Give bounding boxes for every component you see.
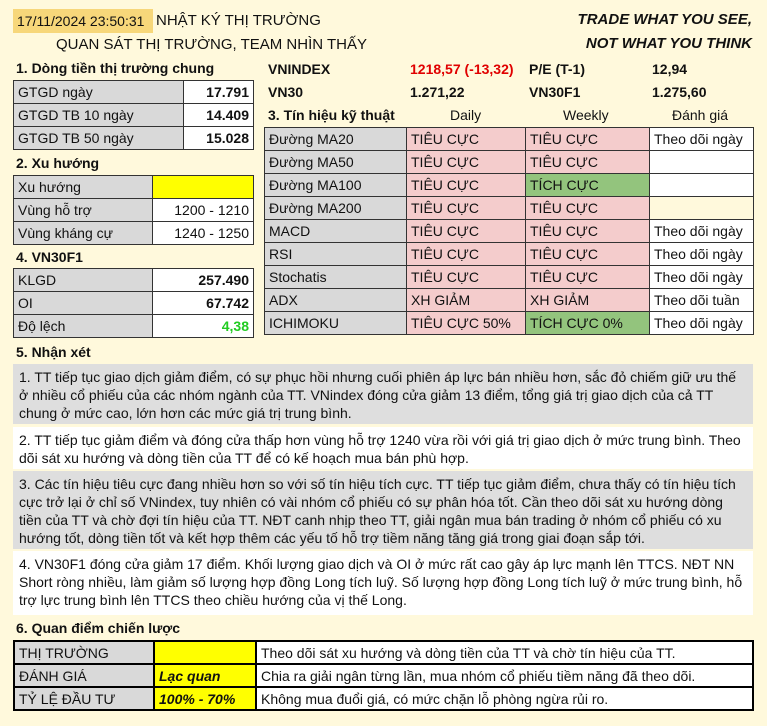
signal-eval <box>650 197 754 220</box>
signal-eval: Theo dõi ngày <box>650 312 754 335</box>
signal-weekly: TIÊU CỰC <box>526 220 650 243</box>
vn30-label: VN30 <box>268 84 304 100</box>
row-label: GTGD TB 50 ngày <box>14 127 184 150</box>
row-value: 257.490 <box>153 269 254 292</box>
signal-eval <box>650 151 754 174</box>
section1-title: 1. Dòng tiền thị trường chung <box>16 60 215 76</box>
note-4: 4. VN30F1 đóng cửa giảm 17 điểm. Khối lượng giao dịch và OI ở mức rất cao gây áp lực mạnh lên TTCS. NĐT NN Short ròng nhiều, làm giảm số lượng hợp đồng Long tích luỹ. Số lượng hợp đồng Long tích luỹ ở mức trung bình, hỗ trợ lực trung bình lên TTCS theo chiều hướng của vị thế Long. <box>13 551 753 615</box>
row-label: Vùng hỗ trợ <box>14 199 153 222</box>
table-row <box>14 176 254 199</box>
cashflow-table <box>13 80 254 150</box>
row-value: 14.409 <box>183 104 253 127</box>
signal-weekly: TIÊU CỰC <box>526 197 650 220</box>
signal-daily: TIÊU CỰC <box>407 128 526 151</box>
deviation-value: 4,38 <box>153 315 254 338</box>
row-label: GTGD ngày <box>14 81 184 104</box>
vnindex-label: VNINDEX <box>268 61 331 77</box>
row-label: Xu hướng <box>14 176 153 199</box>
vn30f1-table <box>13 268 254 338</box>
table-row <box>265 128 754 151</box>
signal-name: ADX <box>265 289 407 312</box>
signal-daily: TIÊU CỰC <box>407 197 526 220</box>
signal-eval: Theo dõi tuần <box>650 289 754 312</box>
strategy-table <box>13 640 754 711</box>
section4-title: 4. VN30F1 <box>16 249 83 265</box>
pe-label: P/E (T-1) <box>529 61 586 77</box>
section3-title: 3. Tín hiệu kỹ thuật <box>268 107 395 123</box>
trend-table <box>13 175 254 245</box>
resistance-zone: 1240 - 1250 <box>153 222 254 245</box>
table-row <box>14 104 254 127</box>
signal-weekly: TÍCH CỰC <box>526 174 650 197</box>
table-row <box>14 687 753 710</box>
signal-name: Đường MA20 <box>265 128 407 151</box>
table-row <box>14 81 254 104</box>
vnindex-value: 1218,57 (-13,32) <box>410 61 514 77</box>
table-row <box>14 127 254 150</box>
section2-title: 2. Xu hướng <box>16 155 100 171</box>
support-zone: 1200 - 1210 <box>153 199 254 222</box>
signal-daily: TIÊU CỰC <box>407 266 526 289</box>
signal-weekly: XH GIẢM <box>526 289 650 312</box>
trend-indicator <box>153 176 254 199</box>
table-row <box>14 292 254 315</box>
signal-daily: TIÊU CỰC <box>407 243 526 266</box>
signal-eval: Theo dõi ngày <box>650 128 754 151</box>
signal-daily: TIÊU CỰC <box>407 151 526 174</box>
table-row <box>14 641 753 664</box>
table-row <box>14 315 254 338</box>
table-row <box>265 266 754 289</box>
signal-name: RSI <box>265 243 407 266</box>
note-2: 2. TT tiếp tục giảm điểm và đóng cửa thấp hơn vùng hỗ trợ 1240 vừa rồi với giá trị giao dịch ở mức trung bình. Theo dõi sát xu hướng và dòng tiền của TT để có kế hoạch mua bán phù hợp. <box>13 427 753 469</box>
strategy-text: Chia ra giải ngân từng lần, mua nhóm cổ phiếu tiềm năng đã theo dõi. <box>256 664 753 687</box>
table-row <box>265 289 754 312</box>
strategy-text: Theo dõi sát xu hướng và dòng tiền của TT và chờ tín hiệu của TT. <box>256 641 753 664</box>
signal-eval: Theo dõi ngày <box>650 243 754 266</box>
slogan-line-1: TRADE WHAT YOU SEE, <box>577 11 752 28</box>
signal-daily: TIÊU CỰC <box>407 174 526 197</box>
table-row <box>14 199 254 222</box>
strategy-text: Không mua đuổi giá, có mức chặn lỗ phòng ngừa rủi ro. <box>256 687 753 710</box>
vn30f1-label: VN30F1 <box>529 84 581 100</box>
strategy-label: ĐÁNH GIÁ <box>14 664 154 687</box>
signal-weekly: TÍCH CỰC 0% <box>526 312 650 335</box>
note-3: 3. Các tín hiệu tiêu cực đang nhiều hơn so với số tín hiệu tích cực. TT tiếp tục giảm điểm, chưa thấy có tín hiệu tích cực trở lại ở chỉ số VNindex, tuy nhiên có vài nhóm cổ phiếu có sự phân hóa tốt. Cần theo dõi sát xu hướng dòng tiền của TT và chờ đợi tín hiệu của TT. NĐT canh nhịp theo TT, giải ngân mua bán trading ở nhóm cổ phiếu có xu hướng tốt, dòng tiền tốt và kết hợp thêm các yếu tố hỗ trợ tiềm năng tăng giá trong giai đoạn sắp tới. <box>13 471 753 549</box>
page-title: NHẬT KÝ THỊ TRƯỜNG <box>156 12 321 29</box>
note-1: 1. TT tiếp tục giao dịch giảm điểm, có sự phục hồi nhưng cuối phiên áp lực bán nhiều hơn, sắc đỏ chiếm giữ ưu thế ở nhiều cổ phiếu của các nhóm ngành của TT. VNindex đóng cửa giảm 13 điểm, tổng giá trị giao dịch của cả TT chung ở mức cao, lớn hơn các mức giá trị trung bình. <box>13 364 753 424</box>
signal-name: Đường MA100 <box>265 174 407 197</box>
section5-title: 5. Nhận xét <box>16 344 91 360</box>
signals-table <box>264 127 754 335</box>
datetime-label: 17/11/2024 23:50:31 <box>13 9 153 33</box>
slogan-line-2: NOT WHAT YOU THINK <box>585 35 752 52</box>
row-value: 15.028 <box>183 127 253 150</box>
pe-value: 12,94 <box>652 61 688 77</box>
col-daily-header: Daily <box>450 107 482 123</box>
row-label: GTGD TB 10 ngày <box>14 104 184 127</box>
table-row <box>14 269 254 292</box>
table-row <box>265 197 754 220</box>
table-row <box>265 220 754 243</box>
vn30f1-value: 1.275,60 <box>652 84 707 100</box>
col-weekly-header: Weekly <box>563 107 609 123</box>
strategy-label: THỊ TRƯỜNG <box>14 641 154 664</box>
signal-weekly: TIÊU CỰC <box>526 151 650 174</box>
signal-name: Stochatis <box>265 266 407 289</box>
table-row <box>265 174 754 197</box>
strategy-value: Lạc quan <box>154 664 256 687</box>
table-row <box>265 243 754 266</box>
row-value: 67.742 <box>153 292 254 315</box>
row-label: KLGD <box>14 269 153 292</box>
row-label: OI <box>14 292 153 315</box>
row-label: Độ lệch <box>14 315 153 338</box>
signal-eval: Theo dõi ngày <box>650 266 754 289</box>
signal-name: Đường MA50 <box>265 151 407 174</box>
table-row <box>265 151 754 174</box>
signal-name: Đường MA200 <box>265 197 407 220</box>
signal-name: MACD <box>265 220 407 243</box>
vn30-value: 1.271,22 <box>410 84 465 100</box>
signal-weekly: TIÊU CỰC <box>526 266 650 289</box>
signal-daily: TIÊU CỰC 50% <box>407 312 526 335</box>
col-eval-header: Đánh giá <box>672 107 729 123</box>
row-label: Vùng kháng cự <box>14 222 153 245</box>
section6-title: 6. Quan điểm chiến lược <box>16 620 181 636</box>
signal-name: ICHIMOKU <box>265 312 407 335</box>
signal-daily: TIÊU CỰC <box>407 220 526 243</box>
strategy-label: TỶ LỆ ĐẦU TƯ <box>14 687 154 710</box>
signal-weekly: TIÊU CỰC <box>526 128 650 151</box>
strategy-value: 100% - 70% <box>154 687 256 710</box>
signal-eval: Theo dõi ngày <box>650 220 754 243</box>
row-value: 17.791 <box>183 81 253 104</box>
signal-eval <box>650 174 754 197</box>
signal-daily: XH GIẢM <box>407 289 526 312</box>
strategy-value <box>154 641 256 664</box>
signal-weekly: TIÊU CỰC <box>526 243 650 266</box>
table-row <box>265 312 754 335</box>
table-row <box>14 222 254 245</box>
page-subtitle: QUAN SÁT THỊ TRƯỜNG, TEAM NHÌN THẤY <box>56 36 367 53</box>
table-row <box>14 664 753 687</box>
